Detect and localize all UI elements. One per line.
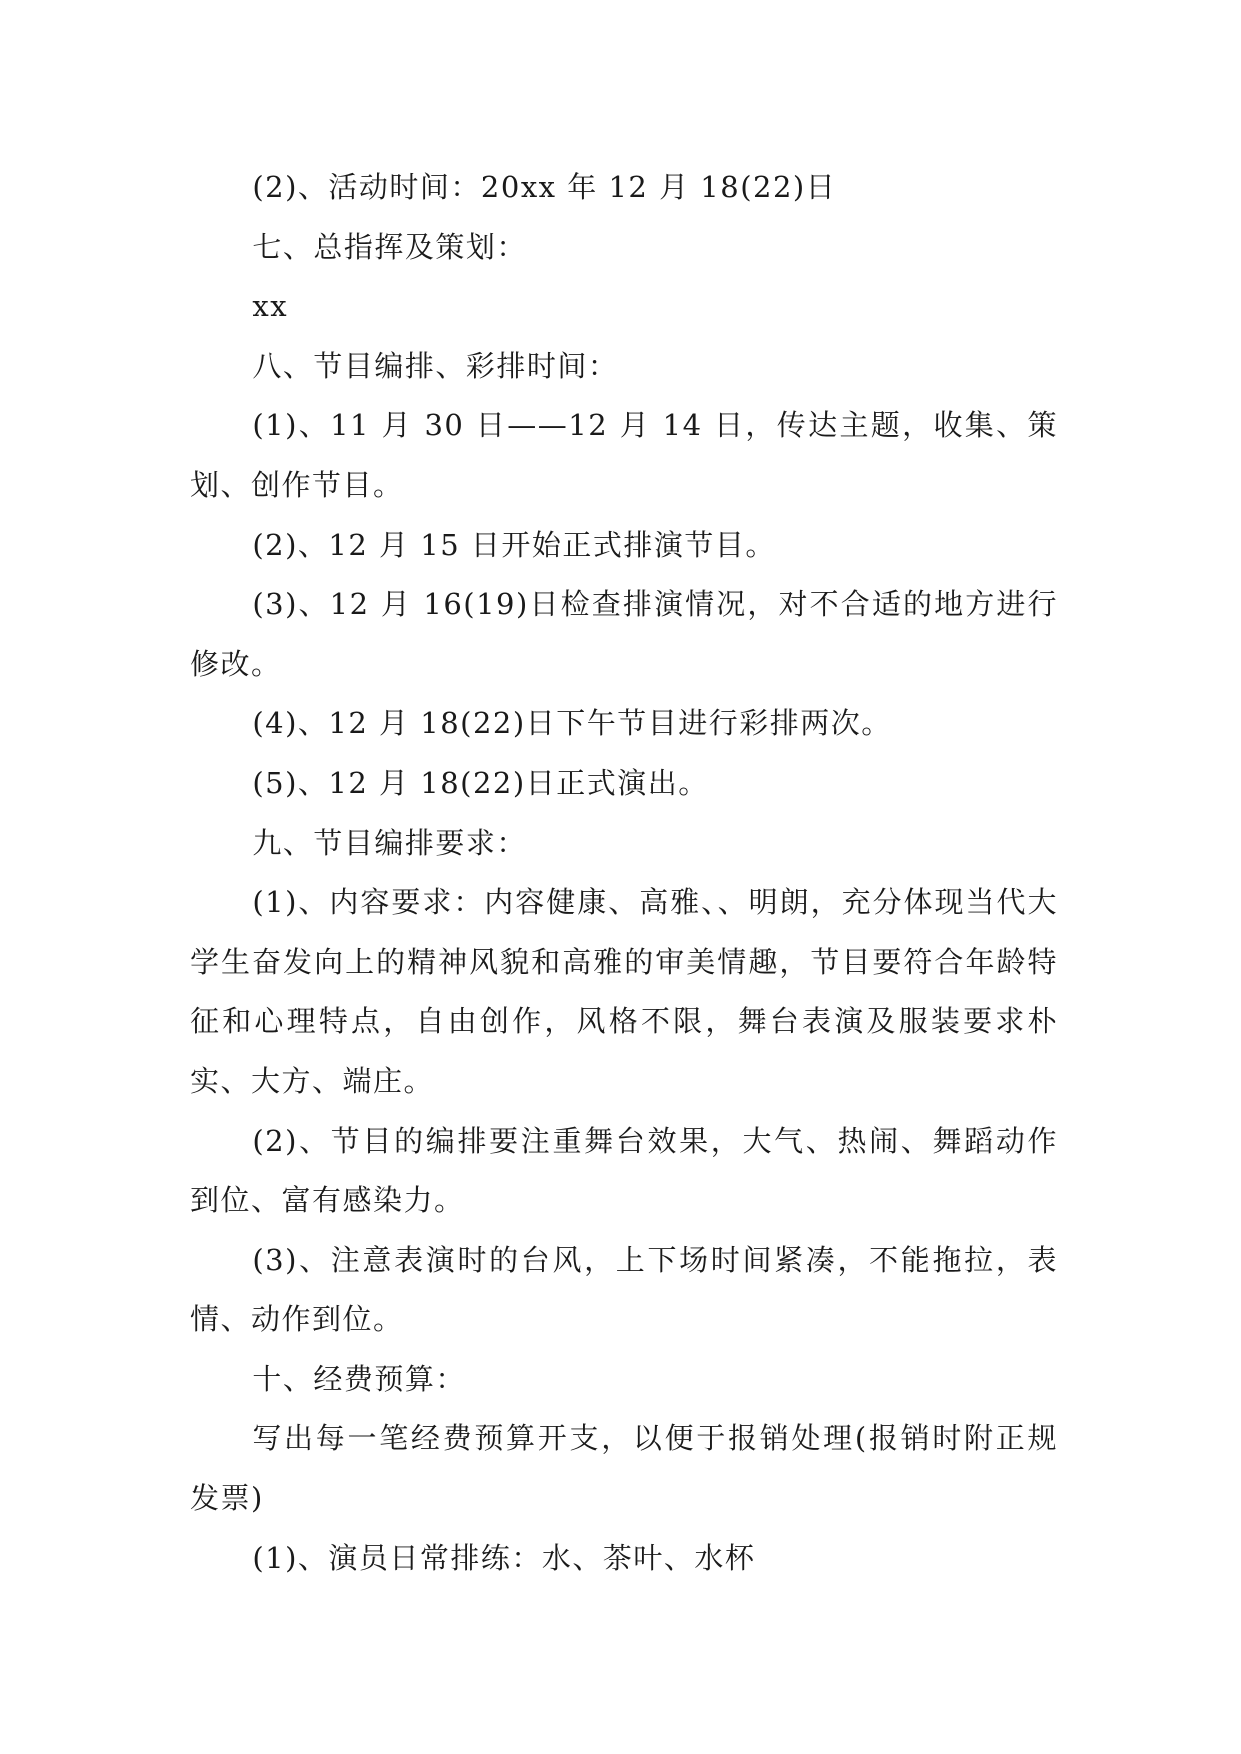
heading-program-requirements: 九、节目编排要求： bbox=[252, 825, 527, 860]
paragraph-requirement-3: (3)、注意表演时的台风，上下场时间紧凑，不能拖拉，表情、动作到位。 bbox=[190, 1242, 1058, 1337]
paragraph-schedule-2: (2)、12 月 15 日开始正式排演节目。 bbox=[252, 527, 776, 562]
paragraph-schedule-3: (3)、12 月 16(19)日检查排演情况，对不合适的地方进行修改。 bbox=[190, 587, 1058, 681]
paragraph-requirement-2: (2)、节目的编排要注重舞台效果，大气、热闹、舞蹈动作到位、富有感染力。 bbox=[190, 1123, 1058, 1218]
paragraph-schedule-5: (5)、12 月 18(22)日正式演出。 bbox=[252, 765, 709, 800]
document-body bbox=[190, 158, 1058, 1588]
paragraph-schedule-1: (1)、11 月 30 日——12 月 14 日，传达主题，收集、策划、创作节目。 bbox=[190, 408, 1058, 502]
heading-program-schedule: 八、节目编排、彩排时间： bbox=[252, 348, 619, 383]
paragraph-budget-intro: 写出每一笔经费预算开支，以便于报销处理(报销时附正规发票) bbox=[190, 1421, 1058, 1516]
paragraph-schedule-4: (4)、12 月 18(22)日下午节目进行彩排两次。 bbox=[252, 706, 892, 741]
paragraph-requirement-1: (1)、内容要求：内容健康、高雅、、明朗，充分体现当代大学生奋发向上的精神风貌和高雅的审美情趣，节目要符合年龄特征和心理特点，自由创作，风格不限，舞台表演及服装要求朴实、大方、端庄。 bbox=[190, 885, 1058, 1098]
heading-director-planning: 七、总指挥及策划： bbox=[252, 229, 527, 264]
paragraph-budget-1: (1)、演员日常排练：水、茶叶、水杯 bbox=[252, 1540, 756, 1575]
heading-budget: 十、经费预算： bbox=[252, 1361, 466, 1396]
paragraph-activity-time: (2)、活动时间：20xx 年 12 月 18(22)日 bbox=[252, 170, 837, 204]
paragraph-director-name: xx bbox=[252, 289, 289, 324]
